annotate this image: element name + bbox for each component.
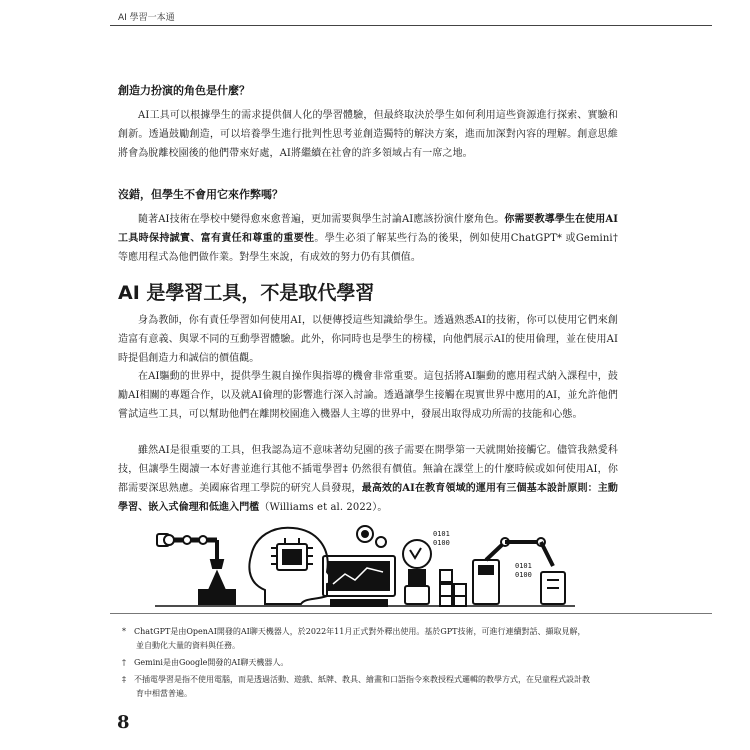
emphasis-text: 你需要教導學生在使用AI工具時保持誠實、富有責任和尊重的重要性 — [118, 214, 618, 244]
footnote-chatgpt: * ChatGPT是由OpenAI開發的AI聊天機器人，於2022年11月正式對外釋出使用。基於GPT技術，可進行連續對話、擷取見解，並自動化大量的資料與任務。 — [122, 627, 586, 650]
footnote-rule — [110, 613, 712, 614]
header-rule — [110, 25, 712, 26]
footnote-unplugged: ‡ 不插電學習是指不使用電腦，而是透過活動、遊戲、紙牌、教具、繪畫和口語指令來教授程式邏輯的教學方式，在兒童程式設計教育中相當普遍。 — [122, 675, 590, 698]
footnote-gemini: † Gemini是由Google開發的AI聊天機器人。 — [122, 658, 289, 667]
principles-emphasis: 最高效的AI在教育領域的運用有三個基本設計原則：主動學習、嵌入式倫理和低進入門檻 — [118, 483, 618, 513]
mit-paragraph: 雖然AI是很重要的工具，但我認為這不意味著幼兒園的孩子需要在開學第一天就開始接觸它。儘管我熱愛科技，但讓學生閱讀一本好書並進行其他不插電學習‡ 仍然很有價值。無論在課堂上的什麼時候或如何使用AI，你都需要深思熟慮。美國麻省理工學院的研究人員發現，最高效的AI在教育領域的運用有三個基本設計原則：主動學習、嵌入式倫理和低進入門檻（Williams et al. 2022）。 — [118, 445, 618, 513]
teacher-paragraph: 身為教師，你有責任學習如何使用AI，以便傳授這些知識給學生。透過熟悉AI的技術，你可以使用它們來創造富有意義、與眾不同的互動學習體驗。此外，你同時也是學生的榜樣，向他們展示AI的使用倫理，並在使用AI時提倡創造力和誠信的價值觀。 — [118, 315, 618, 364]
page-number: 8 — [117, 712, 130, 733]
computer-monitor-icon — [323, 556, 395, 606]
svg-text:0101: 0101 — [433, 530, 450, 538]
creativity-paragraph: AI工具可以根據學生的需求提供個人化的學習體驗，但最終取決於學生如何利用這些資源進行探索、實驗和創新。透過鼓勵創造，可以培養學生進行批判性思考並創造獨特的解決方案，進而加深對內容的理解。創意思維將會為脫離校園後的他們帶來好處，AI將繼續在社會的許多領域占有一席之地。 — [118, 110, 618, 159]
section-heading-cheating: 沒錯，但學生不會用它來作弊嗎？ — [118, 188, 283, 201]
main-heading: AI 是學習工具，不是取代學習 — [118, 282, 375, 304]
lightbulb-icon — [403, 540, 431, 604]
gear-icon — [357, 526, 386, 547]
svg-text:0100: 0100 — [433, 539, 450, 547]
robot-arm-left-icon — [157, 534, 235, 604]
cheating-paragraph: 隨著AI技術在學校中變得愈來愈普遍，更加需要與學生討論AI應該扮演什麼角色。你需要教導學生在使用AI工具時保持誠實、富有責任和尊重的重要性。學生必須了解某些行為的後果，例如使用ChatGPT* 或Gemini† 等應用程式為他們做作業。對學生來說，有成效的努力仍有其價值。 — [118, 214, 619, 263]
svg-text:0100: 0100 — [515, 571, 532, 579]
ai-world-paragraph: 在AI驅動的世界中，提供學生親自操作與指導的機會非常重要。這包括將AI驅動的應用程式納入課程中，鼓勵AI相關的專題合作，以及就AI倫理的影響進行深入討論。透過讓學生接觸在現實世界中應用的AI，並允許他們嘗試這些工具，可以幫助他們在離開校園進入機器人主導的世界中，發展出取得成功所需的技能和心態。 — [118, 371, 618, 420]
running-head: AI 學習一本通 — [118, 13, 175, 23]
section-heading-creativity: 創造力扮演的角色是什麼？ — [118, 84, 250, 97]
footnotes — [122, 625, 592, 704]
ai-learning-illustration — [155, 520, 605, 608]
blocks-stack-icon — [440, 570, 466, 606]
svg-text:0101: 0101 — [515, 562, 532, 570]
